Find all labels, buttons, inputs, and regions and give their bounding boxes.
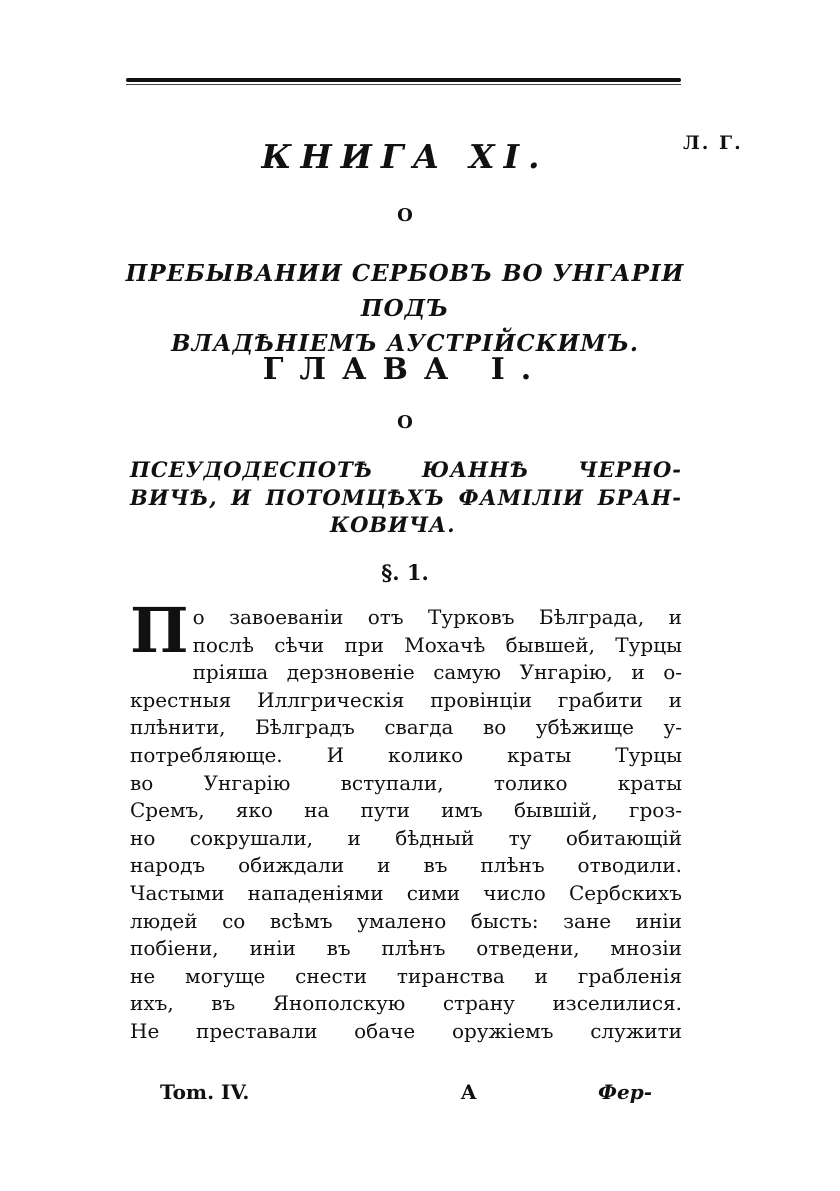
- section-number: §. 1.: [381, 560, 429, 585]
- body-line: о завоеваніи отъ Турковъ Бѣлграда, и: [192, 605, 682, 629]
- chapter-o: О: [397, 412, 413, 433]
- body-line: крестныя Иллгрическія провінціи грабити и: [130, 687, 682, 712]
- body-line: народъ обиждали и въ плѣнъ отводили.: [130, 853, 682, 878]
- chapter-sub-line: КОВИЧА.: [330, 512, 456, 538]
- body-text: [130, 594, 682, 1046]
- body-line: людей со всѣмъ умалено бысть: зане иніи: [130, 908, 682, 933]
- book-subtitle: [120, 256, 690, 361]
- body-line: побіени, иніи въ плѣнъ отведени, мнозіи: [130, 936, 682, 961]
- body-line: потребляюще. И колико краты Турцы: [130, 742, 682, 767]
- book-o: О: [397, 205, 413, 226]
- body-line: Не преставали обаче оружіемъ служити: [130, 1018, 682, 1043]
- subtitle-line: ВЛАДѢНІЕМЪ АУСТРІЙСКИМЪ.: [171, 330, 639, 357]
- book-title: КНИГА XI.: [261, 137, 549, 176]
- subtitle-line: ПРЕБЫВАНИИ СЕРБОВЪ ВО УНГАРІИ ПОДЪ: [125, 260, 685, 322]
- signature-mark: A: [460, 1080, 477, 1104]
- drop-cap: П: [130, 594, 189, 667]
- chapter-subtitle: [130, 455, 682, 538]
- header-rule: [126, 78, 681, 82]
- chapter-heading: ГЛАВА I.: [262, 352, 548, 387]
- body-line: ихъ, въ Янополскую страну изселилися.: [130, 991, 682, 1016]
- volume-label: Tom. IV.: [160, 1080, 250, 1104]
- chapter-sub-line: ВИЧѢ, И ПОТОМЦѢХЪ ФАМІЛІИ БРАН-: [130, 484, 682, 510]
- body-line: не могуще снести тиранства и грабленія: [130, 963, 682, 988]
- body-line: но сокрушали, и бѣдный ту обитающій: [130, 825, 682, 850]
- catchword: Фер-: [598, 1080, 652, 1104]
- page-footer: [160, 1080, 652, 1104]
- chapter-sub-line: ПСЕУДОДЕСПОТѢ ЮАННѢ ЧЕРНО-: [130, 457, 682, 482]
- body-line: во Унгарію вступали, толико краты: [130, 770, 682, 795]
- body-line: Сремъ, яко на пути имъ бывшій, гроз-: [130, 798, 682, 823]
- body-line: плѣнити, Бѣлградъ свагда во убѣжище у-: [130, 715, 682, 740]
- body-line: послѣ сѣчи при Мохачѣ бывшей, Турцы: [192, 632, 682, 657]
- body-line: Частыми нападеніями сими число Сербскихъ: [130, 880, 682, 905]
- corner-mark: Л. Г.: [683, 132, 743, 154]
- body-line: пріяша дерзновеніе самую Унгарію, и о-: [192, 660, 682, 685]
